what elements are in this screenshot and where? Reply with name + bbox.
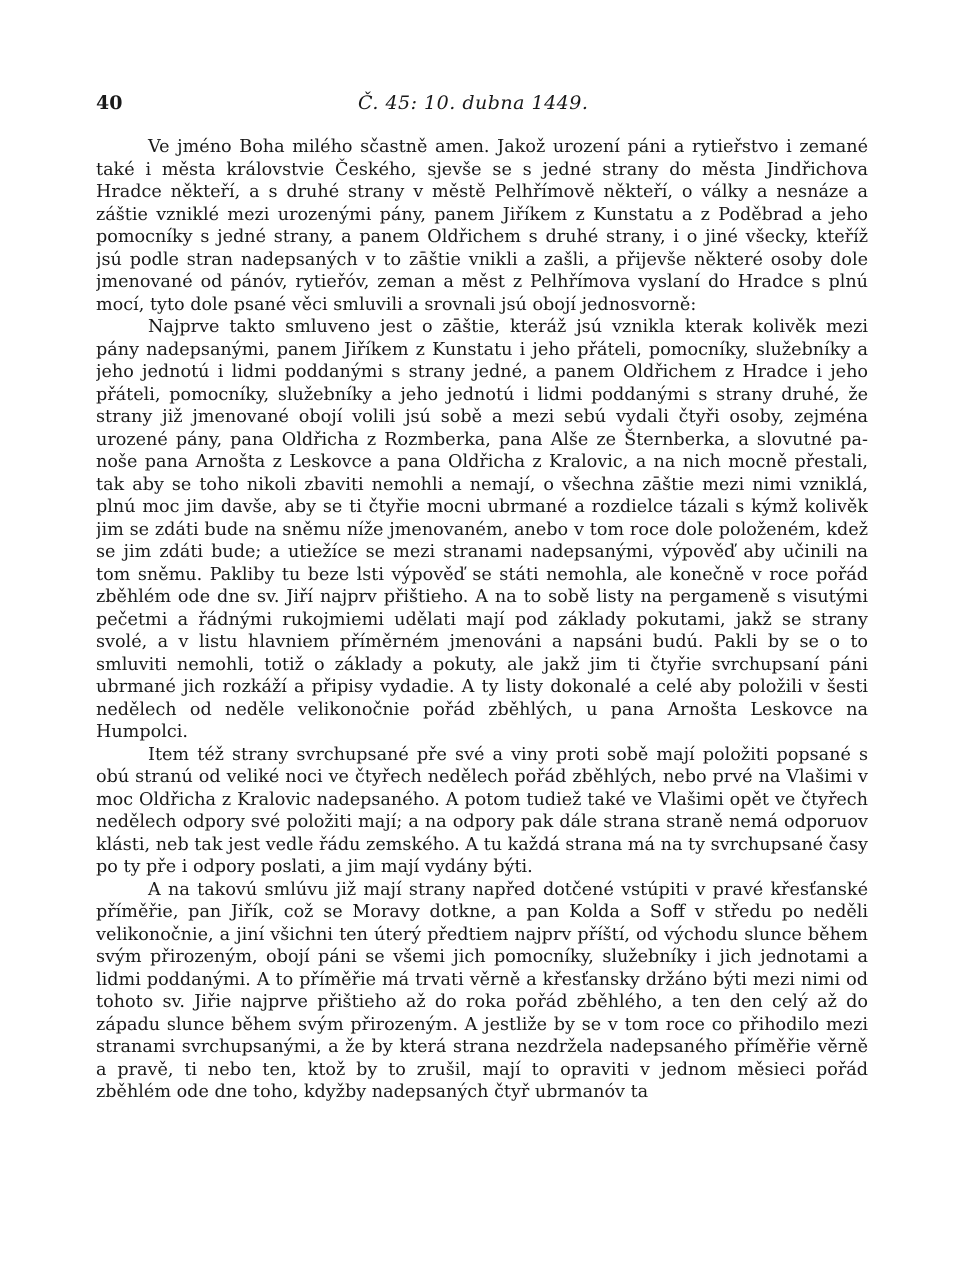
page-number: 40 xyxy=(96,92,123,114)
paragraph: Najprve takto smluveno jest o zāštie, kteráž jsú vznikla kterak kolivěk mezi pány nadepsanými, panem Jiříkem z Kunstatu i jeho přáteli, pomocníky, služebníky a jeho jednotú i lidmi poddanými s strany jedné, a panem Oldřichem z Hradce i jeho přáteli, pomocníky, služebníky a jeho jednotú i lidmi poddanými s strany druhé, že strany již jmenované obojí volili jsú sobě a mezi sebú vydali čtyři osoby, zejména urozené pány, pana Oldřicha z Rozmberka, pana Alše ze Šternberka, a slovutné panoše pana Arnošta z Leskovce a pana Oldřicha z Kralovic, a na nich mocně přestali, tak aby se toho nikoli zbaviti nemohli a nemají, o všechna zāštie mezi nimi vzniklá, plnú moc jim davše, aby se ti čtyřie mocni ubrmané a rozdielce tázali s kýmž kolivěk jim se zdáti bude na sněmu níže jmenovaném, anebo v tom roce dole položeném, kdež se jim zdáti bude; a utiežíce se mezi stranami nadepsanými, výpověď aby učinili na tom sněmu. Pakliby tu beze lsti výpověď se státi nemohla, ale konečně v roce pořád zběhlém ode dne sv. Jiří najprv přištieho. A na to sobě listy na pergameně s visutými pečetmi a řádnými rukojmiemi udělati mají pod základy pokutami, jakž se strany svolé, a v listu hlavniem příměrném jmenováni a napsáni budú. Pakli by se o to smluviti nemohli, totiž o základy a pokuty, ale jakž jim ti čtyřie svrchupsaní páni ubrmané jich rozkáží a připisy vydadie. A ty listy dokonalé a celé aby položili v šesti nedělech od neděle velikonočnie pořád zběhlých, u pana Arnošta Leskovce na Humpolci. xyxy=(96,317,868,742)
paragraph: A na takovú smlúvu již mají strany napřed dotčené vstúpiti v pravé křesťanské příměřie, pan Jiřík, což se Moravy dotkne, a pan Kolda a Soff v středu po neděli velikonočnie, a jiní všichni ten úterý předtiem najprv příští, od východu slunce během svým přirozeným, obojí páni se všemi jich pomocníky, služebníky i jich jednotami a lidmi poddanými. A to příměřie má trvati věrně a křesťansky držáno býti mezi nimi od tohoto sv. Jiřie najprve přištieho až do roka pořád zběhlého, a ten den celý až do západu slunce během svým přirozeným. A jestliže by se v tom roce co přihodilo mezi stranami svrchupsanými, a že by která strana nezdržela nadepsaného příměřie věrně a pravě, ti nebo ten, ktož by to zrušil, mají to opraviti v jednom měsieci pořád zběhlém ode dne toho, kdyžby nadepsaných čtyř ubrmanóv ta xyxy=(96,879,868,1102)
document-heading: Č. 45: 10. dubna 1449. xyxy=(358,92,589,114)
paragraph: Item též strany svrchupsané pře své a viny proti sobě mají položiti popsané s obú stranú od veliké noci ve čtyřech nedělech pořád zběhlých, nebo prvé na Vlašimi v moc Oldřicha z Kralovic nadepsaného. A potom tudiež také ve Vlašimi opět ve čtyřech nedělech odpory své položiti mají; a na odpory pak dále strana straně nemá odporuov klásti, neb tak jest vedle řádu zemského. A tu každá strana má na ty svrchupsané časy po ty pře i odpory poslati, a jim mají vydány býti. xyxy=(96,744,868,877)
running-head xyxy=(96,90,868,120)
paragraph: Ve jméno Boha milého sčastně amen. Jakož urození páni a rytieřstvo i zemané také i města královstvie Českého, sjevše se s jedné strany do města Jindřichova Hradce někteří, a s druhé strany v městě Pelhřímově někteří, o války a nesnáze a záštie vzniklé mezi urozenými pány, panem Jiříkem z Kunstatu a z Poděbrad a jeho pomocníky s jedné strany, a panem Oldřichem s druhé strany, i o jiné všecky, kteříž jsú podle stran nadepsaných v to zāštie vnikli a zašli, a přijevše některé osoby dole jmenované od pánóv, rytieřóv, zeman a měst z Pelhřímova vyslaní do Hradce s plnú mocí, tyto dole psané věci smluvili a srovnali jsú obojí jednosvorně: xyxy=(96,137,868,315)
document-page xyxy=(96,90,868,1240)
body-text xyxy=(96,136,868,1104)
